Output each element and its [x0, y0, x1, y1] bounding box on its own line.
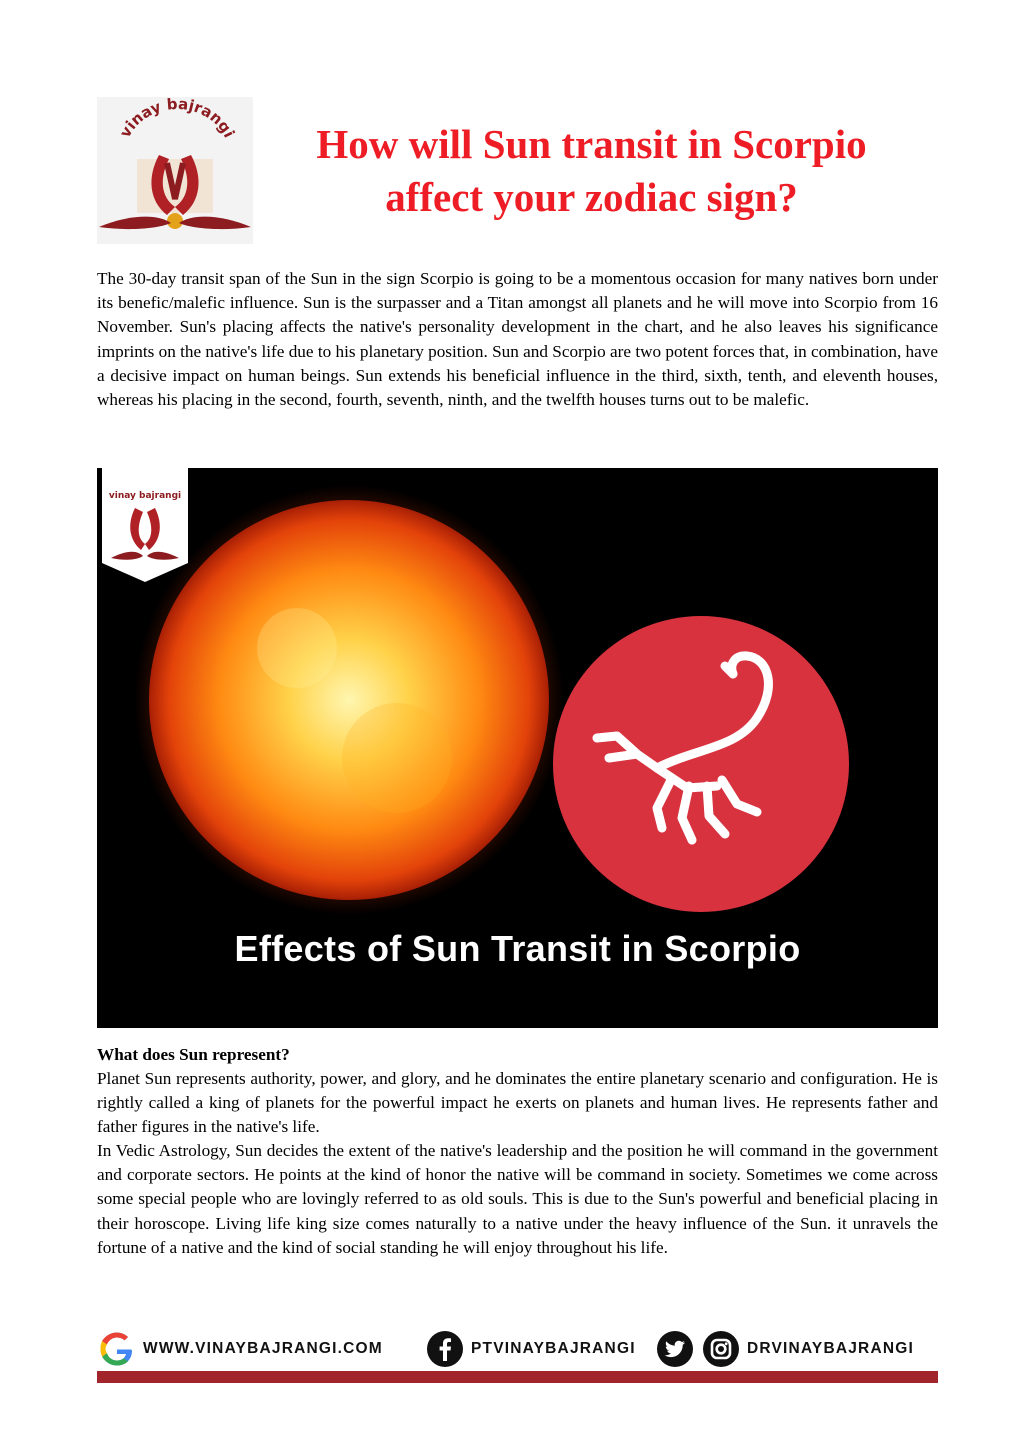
- brand-logo: [97, 97, 253, 244]
- hero-caption: Effects of Sun Transit in Scorpio: [234, 928, 801, 969]
- facebook-link[interactable]: [425, 1326, 636, 1372]
- hero-image: [97, 468, 938, 1028]
- intro-paragraph: The 30-day transit span of the Sun in the sign Scorpio is going to be a momentous occasion for many natives born under its benefic/malefic influence. Sun is the surpasser and a Titan amongst all planets and he will move into Scorpio from 16 November. Sun's placing affects the native's personality development in the chart, and he also leaves his significance imprints on the native's life due to his planetary position. Sun and Scorpio are two potent forces that, in combination, have a decisive impact on human beings. Sun extends his beneficial influence in the third, sixth, tenth, and eleventh houses, whereas his placing in the second, fourth, seventh, ninth, and the twelfth houses turns out to be malefic.: [97, 269, 938, 410]
- svg-text:vinay bajrangi: vinay bajrangi: [108, 491, 182, 501]
- twitter-icon: [655, 1329, 695, 1369]
- website-link[interactable]: [97, 1326, 383, 1372]
- sun-icon: [149, 500, 549, 900]
- scorpio-badge: [553, 616, 849, 912]
- svg-text:vinay bajrangi: vinay bajrangi: [115, 97, 239, 141]
- social-text: DRVINAYBAJRANGI: [747, 1340, 915, 1357]
- facebook-icon: [425, 1329, 465, 1369]
- vedic-astrology-paragraph: In Vedic Astrology, Sun decides the extent of the native's leadership and the position he will command in the government and corporate sectors. He points at the kind of honor the native will be command in society. Sometimes we come across some special people who are lovingly referred to as old souls. This is due to the Sun's powerful and beneficial placing in their horoscope. Living life king size comes naturally to a native under the heavy influence of the Sun. it unravels the fortune of a native and the kind of social standing he will enjoy throughout his life.: [97, 1141, 938, 1257]
- title-line-1: How will Sun transit in Scorpio: [316, 121, 867, 167]
- social-link[interactable]: [655, 1326, 914, 1372]
- instagram-icon: [701, 1329, 741, 1369]
- facebook-text: PTVINAYBAJRANGI: [471, 1340, 636, 1357]
- vinay-bajrangi-logo-icon: [97, 97, 253, 244]
- google-icon: [97, 1329, 137, 1369]
- website-text: WWW.VINAYBAJRANGI.COM: [143, 1340, 383, 1357]
- section-heading: What does Sun represent?: [97, 1045, 290, 1064]
- hero-brand-logo: [102, 468, 188, 582]
- sun-represents-paragraph: Planet Sun represents authority, power, and glory, and he dominates the entire planetary scenario and configuration. He is rightly called a king of planets for the powerful impact he exerts on planets and human lives. He represents father and father figures in the native's life.: [97, 1069, 938, 1137]
- title-line-2: affect your zodiac sign?: [385, 174, 798, 220]
- page-title: [255, 118, 928, 224]
- footer-bar: [97, 1371, 938, 1383]
